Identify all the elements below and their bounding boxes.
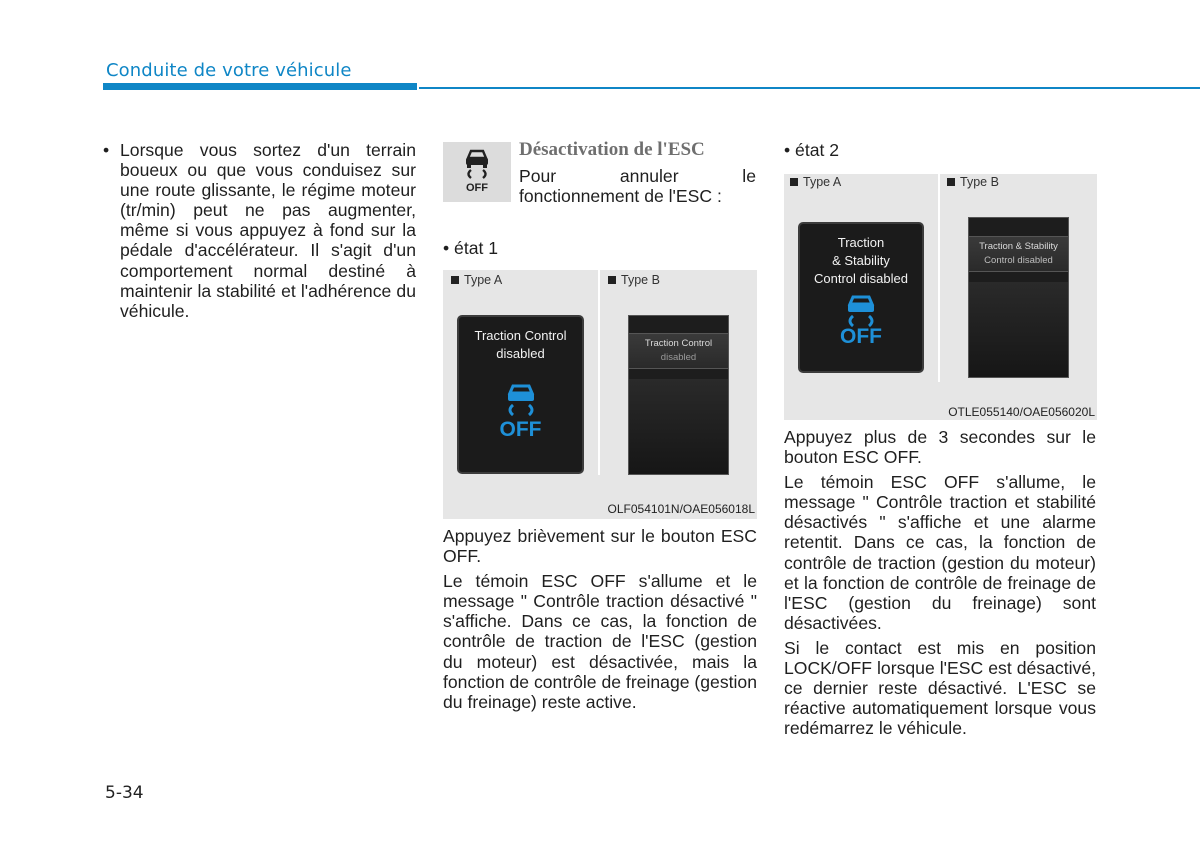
bullet-dot: • bbox=[103, 140, 110, 160]
type-a-label: Type A bbox=[451, 273, 502, 287]
state-2-description bbox=[784, 427, 1096, 743]
paragraph: Appuyez plus de 3 secondes sur le bouton ESC OFF. bbox=[784, 427, 1096, 468]
chapter-title: Conduite de votre véhicule bbox=[106, 60, 352, 81]
paragraph: Le témoin ESC OFF s'allume et le message " Contrôle traction désactivé " s'affiche. Dans ce cas, la fonction de contrôle de traction de l'ESC (gestion du moteur) est désactivée, mais la fonction de contrôle de freinage (gestion du freinage) reste active. bbox=[443, 571, 757, 712]
section-title: Désactivation de l'ESC bbox=[519, 139, 705, 160]
header-rule bbox=[419, 87, 1200, 89]
bullet-text: Lorsque vous sortez d'un terrain boueux ou que vous conduisez sur une route glissante, le régime moteur (tr/min) peut ne pas augmenter, même si vous appuyez à fond sur la pédale d'accélérateur. Il s'agit d'un comportement normal destiné à maintenir la stabilité et l'adhérence du véhicule. bbox=[120, 140, 416, 321]
panel-b-line-2: Control disabled bbox=[984, 255, 1053, 266]
cluster-display-type-a bbox=[457, 315, 584, 474]
page-number: 5-34 bbox=[105, 783, 144, 803]
panel-a-line-1: Traction Control bbox=[474, 328, 567, 343]
intro-line-2: fonctionnement de l'ESC : bbox=[519, 186, 722, 207]
figure-state-2 bbox=[784, 174, 1097, 420]
panel-a-off: OFF bbox=[499, 418, 542, 441]
bullet-item bbox=[103, 140, 416, 321]
left-column bbox=[103, 140, 416, 321]
cluster-display-type-b bbox=[968, 217, 1069, 378]
paragraph: Si le contact est mis en position LOCK/OFF lorsque l'ESC est désactivé, ce dernier reste désactivé. L'ESC se réactive automatiquement lorsque vous redémarrez le véhicule. bbox=[784, 637, 1096, 739]
panel-b-message bbox=[629, 333, 728, 369]
panel-a-line-1: Traction bbox=[837, 235, 885, 250]
cluster-display-type-b bbox=[628, 315, 729, 475]
figure-caption: OLF054101N/OAE056018L bbox=[607, 502, 755, 516]
state-2-label: • état 2 bbox=[784, 140, 840, 160]
panel-b-line-2: disabled bbox=[660, 352, 697, 363]
panel-b-line-1: Traction & Stability bbox=[979, 241, 1058, 252]
paragraph: Appuyez brièvement sur le bouton ESC OFF. bbox=[443, 526, 757, 567]
state-1-description bbox=[443, 526, 757, 717]
panel-a-line-3: Control disabled bbox=[814, 271, 908, 286]
figure-state-1 bbox=[443, 270, 757, 519]
type-b-label: Type B bbox=[947, 175, 999, 189]
panel-a-off: OFF bbox=[840, 325, 882, 348]
panel-b-message bbox=[969, 236, 1068, 272]
panel-b-line-1: Traction Control bbox=[644, 338, 713, 349]
esc-off-warning-icon bbox=[491, 379, 551, 419]
esc-off-warning-icon bbox=[831, 292, 891, 328]
intro-text bbox=[519, 166, 756, 206]
type-b-label: Type B bbox=[608, 273, 660, 287]
panel-a-line-2: & Stability bbox=[832, 253, 890, 268]
figure-caption: OTLE055140/OAE056020L bbox=[948, 405, 1095, 419]
header-accent-bar bbox=[103, 83, 417, 90]
state-1-label: • état 1 bbox=[443, 238, 499, 258]
type-a-label: Type A bbox=[790, 175, 841, 189]
figure-divider bbox=[598, 270, 600, 475]
figure-divider bbox=[938, 174, 940, 382]
paragraph: Le témoin ESC OFF s'allume, le message " Contrôle traction et stabilité désactivés " s'affiche et une alarme retentit. Dans ce cas, la fonction de contrôle de traction (gestion du moteur) et la fonction de contrôle de freinage de l'ESC (gestion du freinage) sont désactivées. bbox=[784, 472, 1096, 633]
esc-off-car-skid-icon bbox=[443, 142, 511, 184]
esc-off-label: OFF bbox=[466, 182, 488, 194]
esc-off-button-illustration bbox=[443, 142, 511, 202]
panel-a-line-2: disabled bbox=[496, 346, 545, 361]
cluster-display-type-a bbox=[798, 222, 924, 373]
intro-line-1: Pour annuler le bbox=[519, 166, 756, 186]
